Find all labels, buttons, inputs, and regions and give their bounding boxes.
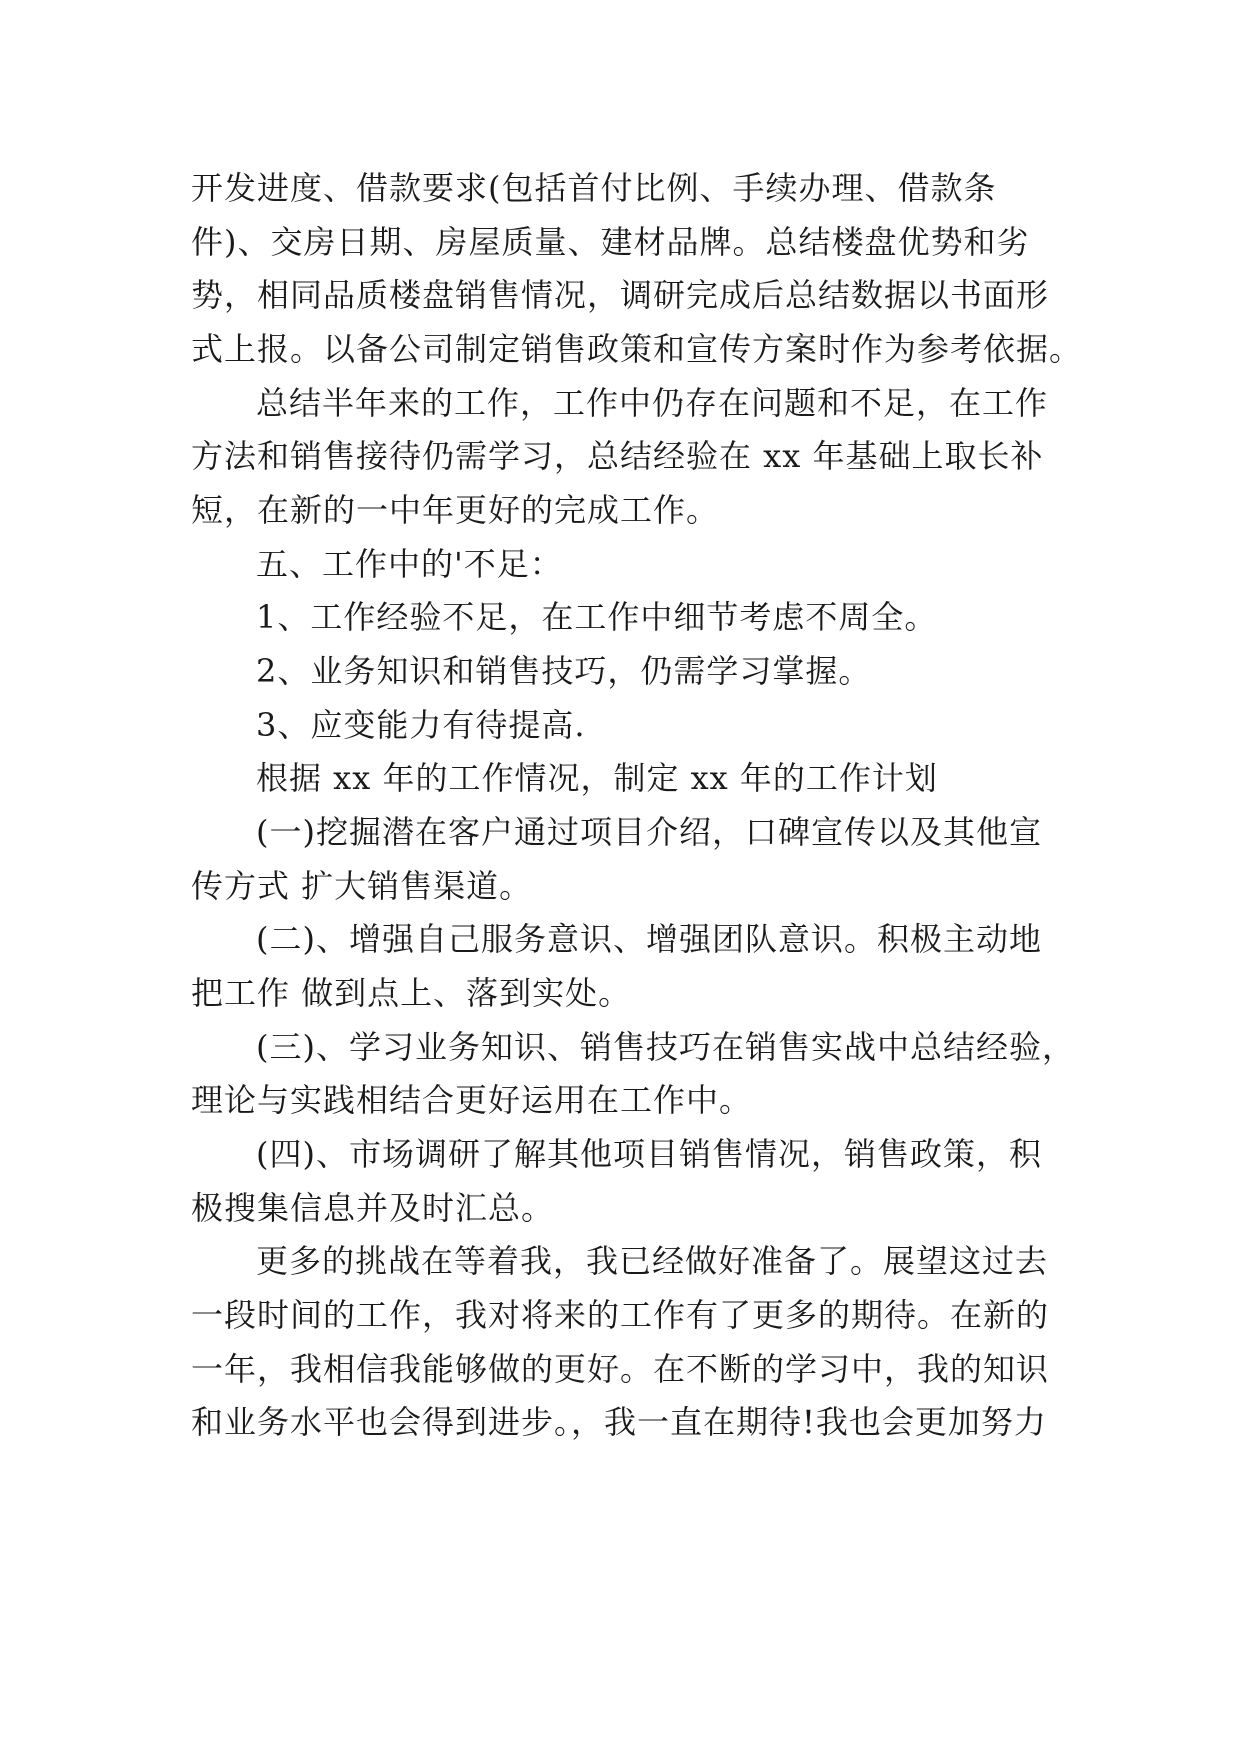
- text-line: 和业务水平也会得到进步。，我一直在期待!我也会更加努力: [191, 1403, 1047, 1441]
- text-line: 更多的挑战在等着我，我已经做好准备了。展望这过去: [256, 1242, 1049, 1280]
- text-line: 五、工作中的'不足：: [256, 545, 563, 583]
- text-line: 3、应变能力有待提高.: [256, 706, 586, 744]
- text-line: 理论与实践相结合更好运用在工作中。: [191, 1081, 753, 1119]
- text-line: 1、工作经验不足，在工作中细节考虑不周全。: [256, 598, 938, 636]
- text-line: 总结半年来的工作，工作中仍存在问题和不足，在工作: [256, 384, 1049, 422]
- text-line: (二)、增强自己服务意识、增强团队意识。积极主动地: [256, 920, 1042, 958]
- text-line: 2、业务知识和销售技巧，仍需学习掌握。: [256, 652, 872, 690]
- text-line: 开发进度、借款要求(包括首付比例、手续办理、借款条: [191, 169, 997, 207]
- text-line: (四)、市场调研了解其他项目销售情况，销售政策，积: [256, 1135, 1042, 1173]
- text-line: 式上报。以备公司制定销售政策和宣传方案时作为参考依据。: [191, 330, 1083, 368]
- text-line: 短，在新的一中年更好的完成工作。: [191, 491, 720, 529]
- text-line: 把工作 做到点上、落到实处。: [191, 974, 632, 1012]
- text-line: 件)、交房日期、房屋质量、建材品牌。总结楼盘优势和劣: [191, 223, 1030, 261]
- text-line: (一)挖掘潜在客户通过项目介绍，口碑宣传以及其他宣: [256, 813, 1042, 851]
- text-line: 方法和销售接待仍需学习，总结经验在 xx 年基础上取长补: [191, 437, 1044, 475]
- text-line: 一段时间的工作，我对将来的工作有了更多的期待。在新的: [191, 1296, 1050, 1334]
- text-line: 势，相同品质楼盘销售情况，调研完成后总结数据以书面形: [191, 276, 1050, 314]
- text-line: 根据 xx 年的工作情况，制定 xx 年的工作计划: [256, 759, 938, 797]
- text-line: 极搜集信息并及时汇总。: [191, 1189, 555, 1227]
- text-line: 传方式 扩大销售渠道。: [191, 867, 533, 905]
- text-line: (三)、学习业务知识、销售技巧在销售实战中总结经验，: [256, 1028, 1075, 1066]
- text-line: 一年，我相信我能够做的更好。在不断的学习中，我的知识: [191, 1350, 1050, 1388]
